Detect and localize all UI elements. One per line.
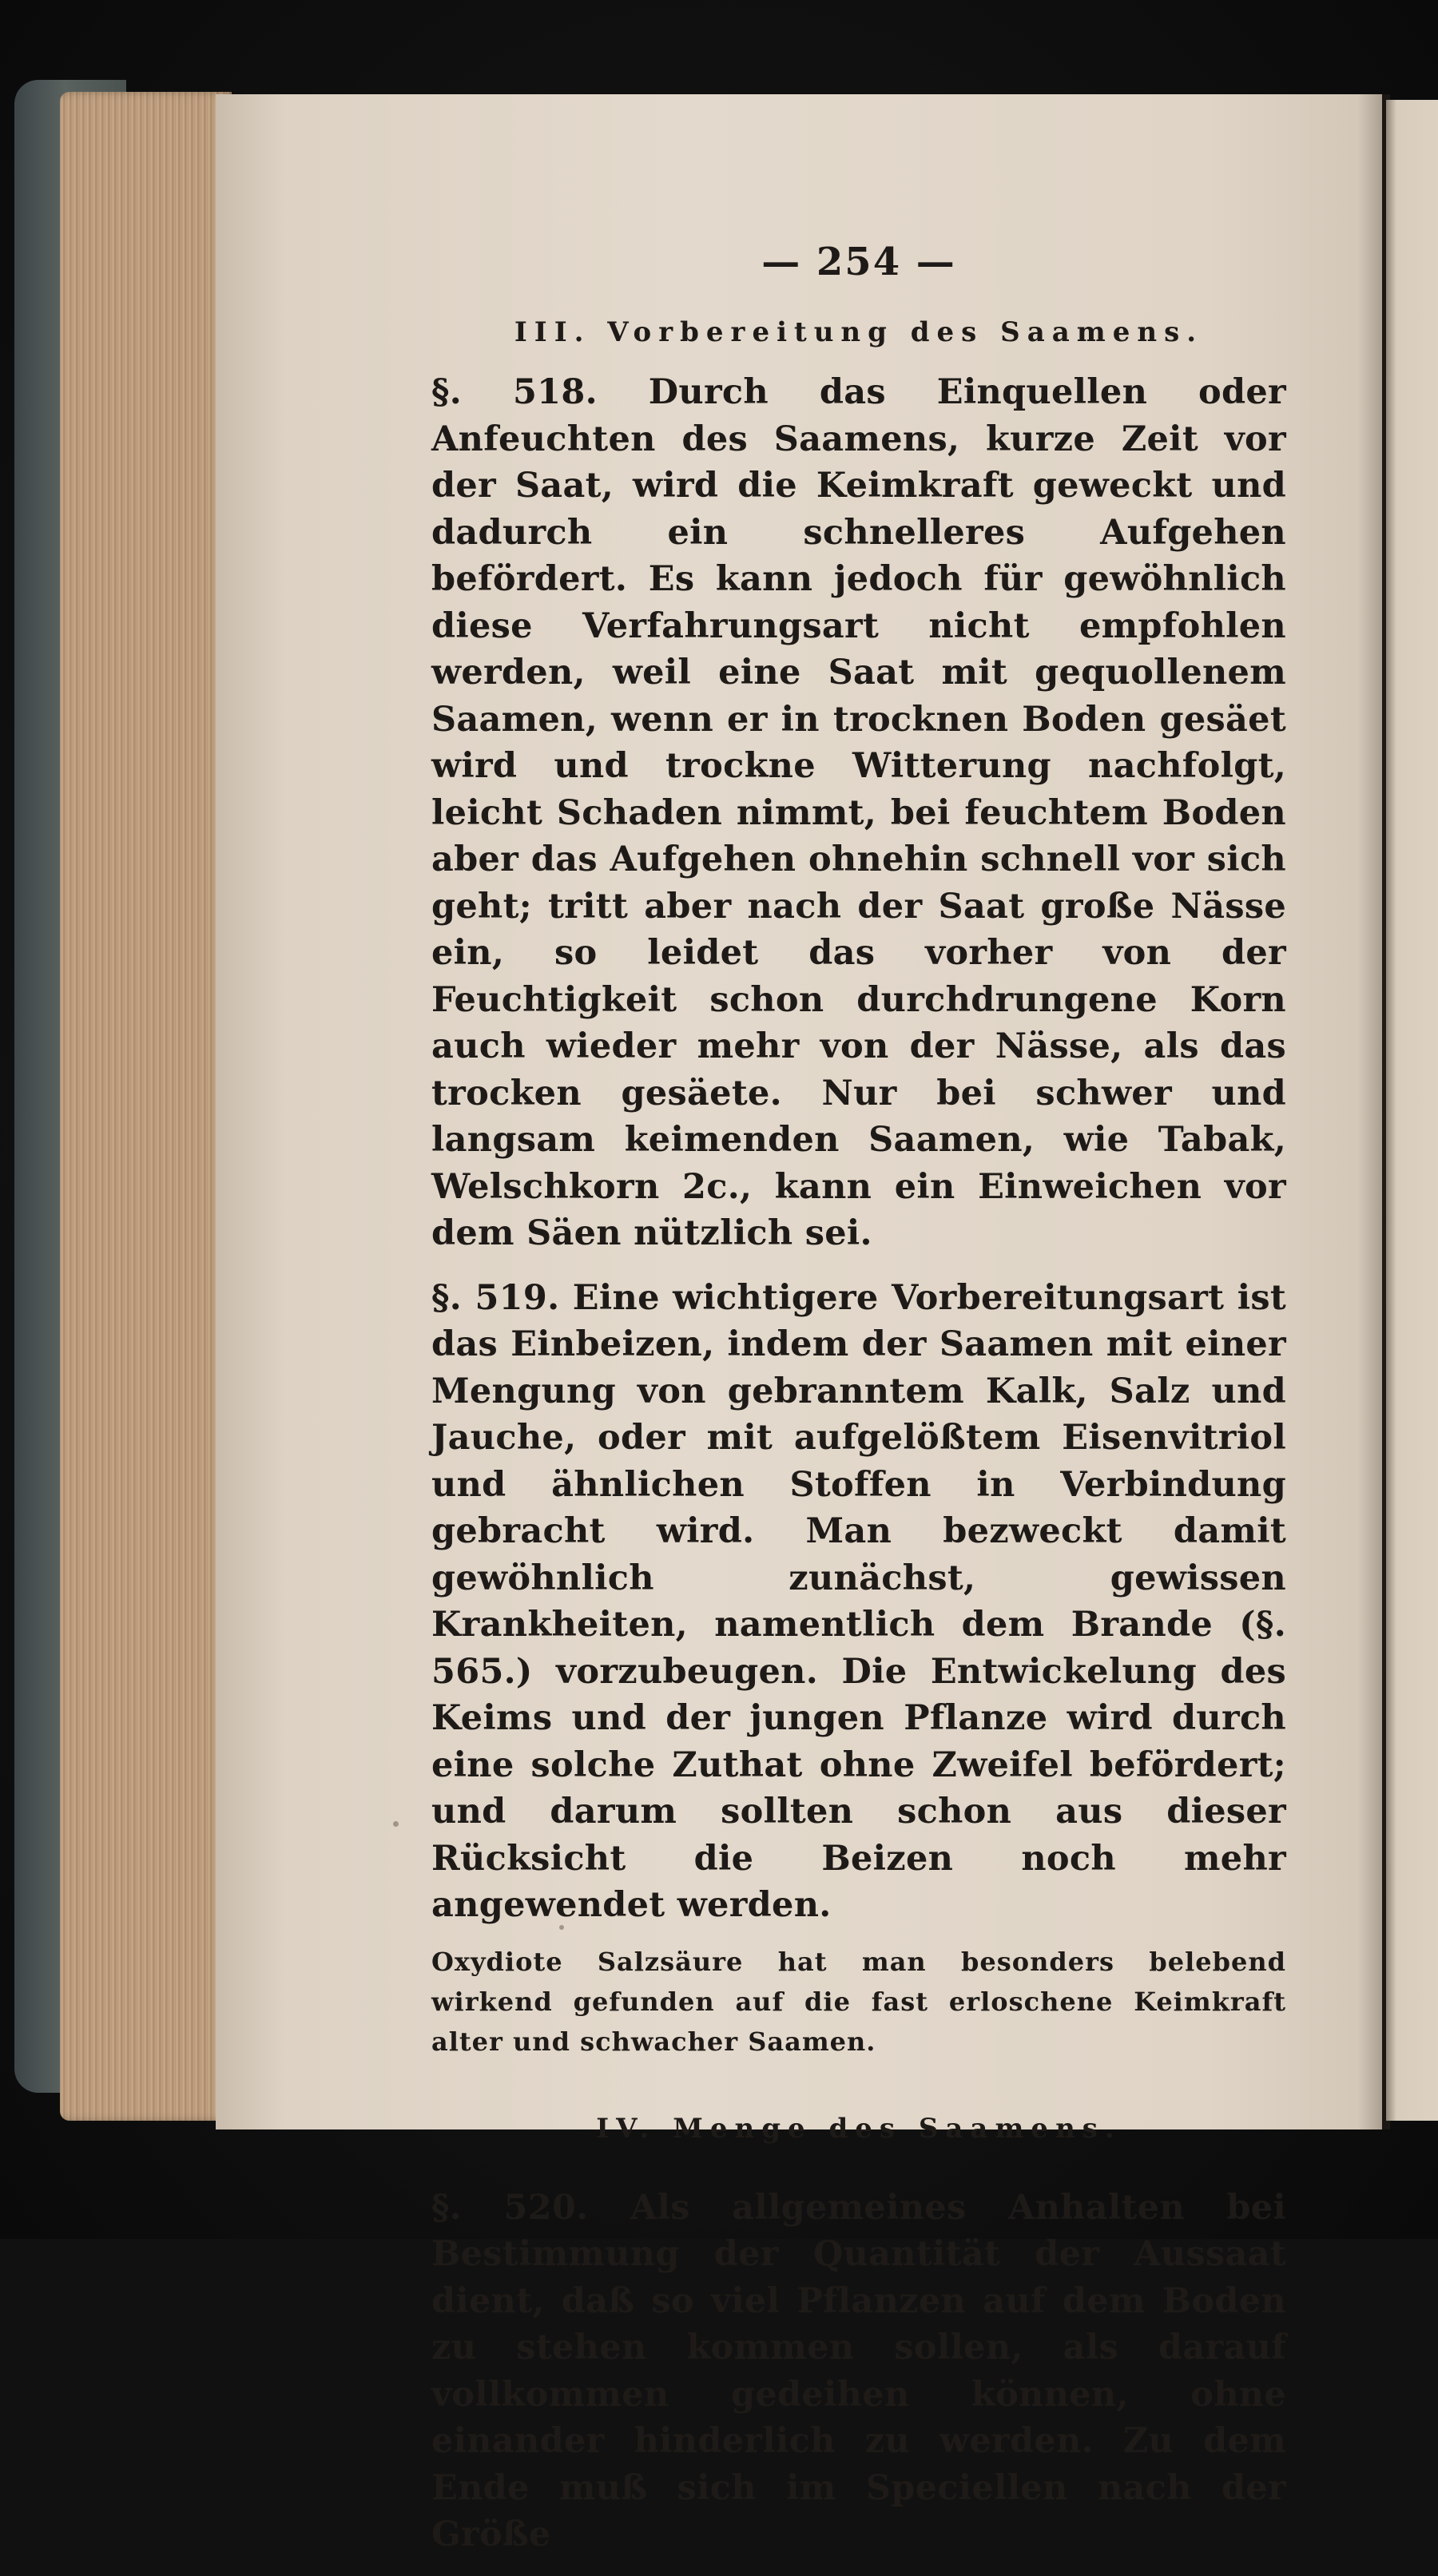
paragraph <box>431 2185 1286 2558</box>
section-mark: §. 518. <box>431 372 598 412</box>
section-heading: IV. Menge des Saamens. <box>596 2112 1122 2145</box>
paragraph-text: Eine wichtigere Vorbereitungsart ist das Einbeizen, indem der Saamen mit einer Mengung von gebranntem Kalk, Salz und Jauche, oder mit aufgelößtem Eisenvitriol und ähnlichen Stoffen in Verbindung gebracht wird. Man bezweckt damit gewöhnlich zunächst, gewissen Krankheiten, namentlich dem Brande (§. 565.) vorzubeugen. Die Entwickelung des Keims und der jungen Pflanze wird durch eine solche Zuthat ohne Zweifel befördert; und darum sollten schon aus dieser Rücksicht die Beizen noch mehr angewendet werden. <box>431 1277 1287 1925</box>
page-text <box>431 240 1286 2576</box>
page-number: — 254 — <box>761 240 956 284</box>
paragraph <box>431 369 1286 1257</box>
section-mark: §. 520. <box>431 2187 589 2228</box>
page-stain <box>393 1821 399 1827</box>
facing-page-edge <box>1386 100 1438 2121</box>
paragraph-text: Durch das Einquellen oder Anfeuchten des Saamens, kurze Zeit vor der Saat, wird die Keimkraft geweckt und dadurch ein schnelleres Aufgehen befördert. Es kann jedoch für gewöhnlich diese Verfahrungsart nicht empfohlen werden, weil eine Saat mit gequollenem Saamen, wenn er in trocknen Boden gesäet wird und trockne Witterung nachfolgt, leicht Schaden nimmt, bei feuchtem Boden aber das Aufgehen ohnehin schnell vor sich geht; tritt aber nach der Saat große Nässe ein, so leidet das vorher von der Feuchtigkeit schon durchdrungene Korn auch wieder mehr von der Nässe, als das trocken gesäete. Nur bei schwer und langsam keimenden Saamen, wie Tabak, Welschkorn 2c., kann ein Einweichen vor dem Säen nützlich sei. <box>431 372 1286 1253</box>
paragraph <box>431 1275 1286 1929</box>
page-edges <box>60 92 232 2121</box>
gutter-shadow <box>1358 94 1390 2129</box>
footnote: Oxydiote Salzsäure hat man besonders belebend wirkend gefunden auf die fast erloschene Keimkraft alter und schwacher Saamen. <box>431 1946 1286 2057</box>
section-mark: §. 519. <box>431 1277 560 1318</box>
paragraph-text: Als allgemeines Anhalten bei Bestimmung der Quantität der Aussaat dient, daß so viel Pflanzen auf dem Boden zu stehen kommen sollen, als darauf vollkommen gedeihen können, ohne einander hinderlich zu werden. Zu dem Ende muß sich im Speciellen nach der Größe <box>431 2187 1286 2554</box>
section-heading: III. Vorbereitung des Saamens. <box>514 316 1204 348</box>
